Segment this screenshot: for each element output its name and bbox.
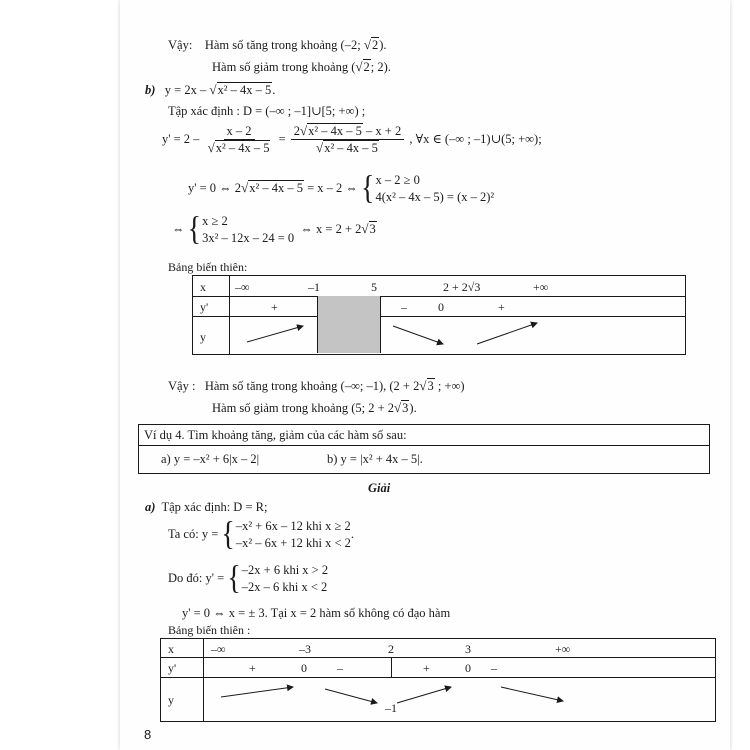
variation-table-1 [192, 275, 686, 355]
increasing-arrow-icon [247, 326, 303, 342]
summary1-decrease-end: ; 2). [370, 60, 391, 74]
example4-title: Ví dụ 4. Tìm khoảng tăng, giảm của các hàm số sau: [144, 428, 407, 442]
summary1-decrease: Hàm số giảm trong khoảng ( [212, 60, 356, 74]
table2-y-header: y [168, 693, 174, 707]
taco-2: –x² – 6x + 12 khi x < 2 [235, 536, 351, 550]
table1-x-val: 5 [371, 280, 377, 294]
part-b-func-rad: x² – 4x – 5 [217, 83, 272, 97]
eq2-lhs: ⇔ [172, 221, 185, 236]
table2-yprime-val: 0 [301, 661, 307, 675]
table2-x-val: 2 [388, 642, 394, 656]
left-brace-icon: { [361, 169, 375, 207]
eq2-result: ⇔ x = 2 + 2 [300, 221, 362, 236]
table1-yprime-val: + [271, 300, 278, 314]
table1-x-val: –1 [308, 280, 320, 294]
page-number: 8 [144, 727, 152, 742]
table1-yprime-val: – [401, 300, 407, 314]
table1-yprime-val: 0 [438, 300, 444, 314]
example4-box [138, 424, 710, 474]
table2-arrows [161, 639, 715, 721]
increasing-arrow-icon [477, 323, 537, 344]
dodo-1: –2x + 6 khi x > 2 [241, 563, 329, 577]
table2-yprime-val: – [491, 661, 497, 675]
table2-yprime-val: + [423, 661, 430, 675]
taco-1: –x² + 6x – 12 khi x ≥ 2 [235, 519, 351, 533]
table1-x-header: x [200, 280, 206, 294]
part-b-derivative [162, 124, 542, 156]
eq-rad: x² – 4x – 5 [249, 180, 303, 195]
eq2-sys1: x ≥ 2 [202, 214, 228, 228]
dodo-label: Do đó: y' = [168, 570, 225, 585]
table2-yprime-val: + [249, 661, 256, 675]
eq2-system [202, 213, 294, 247]
solution-zero: y' = 0 ⇔ x = ± 3. Tại x = 2 hàm số không có đạo hàm [182, 606, 451, 620]
solution-domain: Tập xác định: D = R; [161, 500, 268, 514]
table1-x-val: +∞ [533, 280, 549, 294]
summary2-increase-rad: 3 [427, 379, 434, 393]
dodo-2: –2x – 6 khi x < 2 [241, 580, 328, 594]
summary1-increase-end: ). [379, 38, 387, 52]
part-b-func-a: y = 2x – [164, 83, 207, 97]
left-brace-icon: { [227, 559, 241, 597]
table2-x-val: –∞ [211, 642, 226, 656]
table1-x-val: 2 + 2√3 [443, 280, 481, 294]
eq-sys1: x – 2 ≥ 0 [375, 173, 420, 187]
summary2-decrease-line: Hàm số giảm trong khoảng (5; 2 + 2√3). [212, 400, 417, 415]
table1-yprime-val: + [498, 300, 505, 314]
summary1-increase-line: Vậy: Hàm số tăng trong khoảng (–2; √2). [168, 37, 387, 52]
summary1-decrease-line: Hàm số giảm trong khoảng (√2; 2). [212, 59, 391, 74]
part-b-func-end: . [272, 83, 276, 97]
summary2-increase: Hàm số tăng trong khoảng (–∞; –1), (2 + 2 [204, 379, 420, 393]
table2-label: Bảng biến thiên : [168, 623, 251, 637]
deriv-num2-rad: x² – 4x – 5 [308, 124, 362, 138]
part-b-function: b) y = 2x – √x² – 4x – 5. [145, 82, 276, 97]
solution-heading: Giải [368, 481, 391, 495]
eq-lhs: y' = 0 ⇔ 2 [188, 180, 242, 195]
dodo-system [242, 562, 328, 596]
summary2-decrease-end: ). [409, 401, 417, 415]
deriv-eq: = [278, 131, 286, 146]
deriv-num2-a: 2 [293, 124, 301, 138]
solution-piecewise-y [168, 515, 355, 553]
summary2-decrease: Hàm số giảm trong khoảng (5; 2 + 2 [212, 401, 395, 415]
decreasing-arrow-icon [393, 326, 443, 344]
decreasing-arrow-icon [325, 689, 377, 703]
solution-a-label: a) [145, 500, 156, 514]
summary1-label: Vậy: [168, 38, 193, 52]
example4-b: b) y = |x² + 4x – 5|. [327, 452, 423, 466]
increasing-arrow-icon [397, 687, 451, 703]
taco-system [236, 518, 351, 552]
summary1-increase-rad: 2 [371, 38, 379, 52]
table2-y-val: –1 [385, 701, 397, 715]
increasing-arrow-icon [221, 687, 293, 697]
summary1-increase: Hàm số tăng trong khoảng (–2; [204, 38, 361, 52]
part-b-equation-2: ⇔ { x ≥ 2 3x² – 12x – 24 = 0 ⇔ x = 2 + 2√3 [172, 210, 376, 248]
table1-x-val: –∞ [235, 280, 250, 294]
eq2-sys2: 3x² – 12x – 24 = 0 [202, 231, 295, 245]
part-b-equation: y' = 0 ⇔ 2√x² – 4x – 5 = x – 2 ⇔ { x – 2 ≥ 0 4(x² – 4x – 5) = (x – 2)² [188, 169, 495, 207]
eq-sys2: 4(x² – 4x – 5) = (x – 2)² [375, 190, 495, 204]
deriv-den2: x² – 4x – 5 [324, 140, 378, 155]
eq2-result-rad: 3 [369, 221, 376, 236]
deriv-num2-b: – x + 2 [362, 124, 402, 138]
table2-x-val: –3 [299, 642, 311, 656]
table1-y-header: y [200, 330, 206, 344]
table2-yprime-val: 0 [465, 661, 471, 675]
variation-table-2 [160, 638, 716, 722]
deriv-fraction-1: $\frac{x - 2}{\text{√x² – 4x – 5}}$ [207, 124, 270, 155]
eq-system [375, 172, 494, 206]
eq-mid: = x – 2 ⇔ [303, 180, 358, 195]
table2-x-val: 3 [465, 642, 471, 656]
part-b-label: b) [145, 83, 156, 97]
taco-label: Ta có: y = [168, 526, 219, 541]
solution-piecewise-yprime [168, 559, 329, 597]
solution-domain-line [145, 500, 267, 514]
deriv-fraction-2: $\frac{\text{2√x² – 4x – 5 – x + 2}}{\text{√x² – 4x – 5}}$ [291, 124, 404, 156]
deriv-num1: x – 2 [224, 124, 255, 139]
summary2-decrease-rad: 3 [402, 401, 409, 415]
decreasing-arrow-icon [501, 687, 563, 701]
summary2-increase-end: ; +∞) [434, 379, 465, 393]
table2-yprime-val: – [337, 661, 343, 675]
document-page [120, 0, 730, 750]
table2-x-val: +∞ [555, 642, 571, 656]
deriv-cond: , ∀x ∈ (–∞ ; –1)∪(5; +∞); [409, 131, 542, 146]
example4-a: a) y = –x² + 6|x – 2| [161, 452, 260, 466]
table1-label: Bảng biến thiên: [168, 260, 248, 274]
table2-yprime-header: y' [168, 661, 177, 675]
deriv-den1: x² – 4x – 5 [215, 140, 270, 155]
deriv-lhs: y' = 2 – [162, 131, 200, 146]
part-b-domain: Tập xác định : D = (–∞ ; –1]∪[5; +∞) ; [168, 104, 366, 118]
table2-x-header: x [168, 642, 174, 656]
left-brace-icon: { [221, 515, 235, 553]
summary1-decrease-rad: 2 [363, 60, 370, 74]
summary2-increase-line: Vậy : Hàm số tăng trong khoảng (–∞; –1), (2 + 2√3 ; +∞) [168, 378, 465, 393]
table1-yprime-header: y' [200, 300, 209, 314]
left-brace-icon: { [187, 210, 202, 248]
summary2-label: Vậy : [168, 379, 196, 393]
table1-arrows [193, 276, 685, 354]
taco-end: . [350, 526, 355, 541]
